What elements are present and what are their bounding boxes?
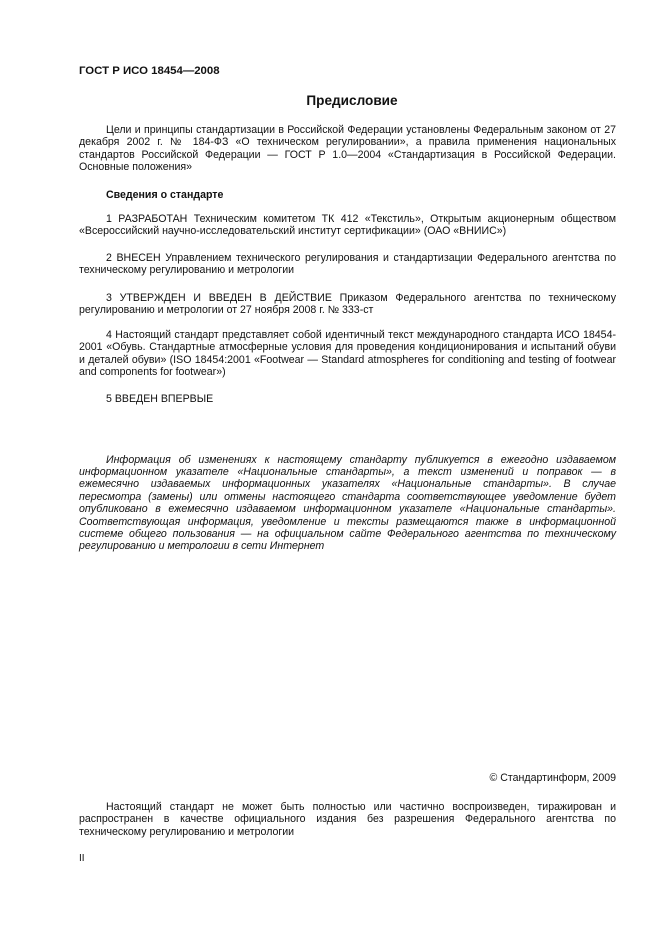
intro-paragraph: Цели и принципы стандартизации в Российской Федерации установлены Федеральным законом от 27 декабря 2002 г. № 184-ФЗ «О техническом регулировании», а правила применения национальных стандартов Российской Федерации — ГОСТ Р 1.0—2004 «Стандартизация в Российской Федерации. Основные положения» (79, 124, 616, 174)
standard-info-item-2: 2 ВНЕСЕН Управлением технического регулирования и стандартизации Федерального агентства по техническому регулированию и метрологии (79, 252, 616, 277)
standard-info-item-1: 1 РАЗРАБОТАН Техническим комитетом ТК 412 «Текстиль», Открытым акционерным обществом «Всероссийский научно-исследовательский институт сертификации» (ОАО «ВНИИС») (79, 213, 616, 238)
document-code: ГОСТ Р ИСО 18454—2008 (79, 65, 220, 77)
standard-info-item-4: 4 Настоящий стандарт представляет собой идентичный текст международного стандарта ИСО 18454-2001 «Обувь. Стандартные атмосферные условия для проведения кондиционирования и испытаний обуви и деталей обуви» (ISO 18454:2001 «Footwear — Standard atmospheres for conditioning and testing of footwear and components for footwear») (79, 329, 616, 379)
copyright-line: © Стандартинформ, 2009 (489, 772, 616, 784)
page-number: II (79, 853, 85, 864)
page-title: Предисловие (306, 93, 398, 108)
standard-info-item-5: 5 ВВЕДЕН ВПЕРВЫЕ (106, 393, 214, 405)
reproduction-notice: Настоящий стандарт не может быть полностью или частично воспроизведен, тиражирован и распространен в качестве официального издания без разрешения Федерального агентства по техническому регулированию и метрологии (79, 801, 616, 838)
section-heading: Сведения о стандарте (106, 189, 224, 201)
changes-info-notice: Информация об изменениях к настоящему стандарту публикуется в ежегодно издаваемом информационном указателе «Национальные стандарты», а текст изменений и поправок — в ежемесячно издаваемых информационных указателях «Национальные стандарты». В случае пересмотра (замены) или отмены настоящего стандарта соответствующее уведомление будет опубликовано в ежемесячно издаваемом информационном указателе «Национальные стандарты». Соответствующая информация, уведомление и тексты размещаются также в информационной системе общего пользования — на официальном сайте Федерального агентства по техническому регулированию и метрологии в сети Интернет (79, 453, 616, 553)
standard-info-item-3: 3 УТВЕРЖДЕН И ВВЕДЕН В ДЕЙСТВИЕ Приказом Федерального агентства по техническому регулированию и метрологии от 27 ноября 2008 г. № 333-ст (79, 292, 616, 317)
